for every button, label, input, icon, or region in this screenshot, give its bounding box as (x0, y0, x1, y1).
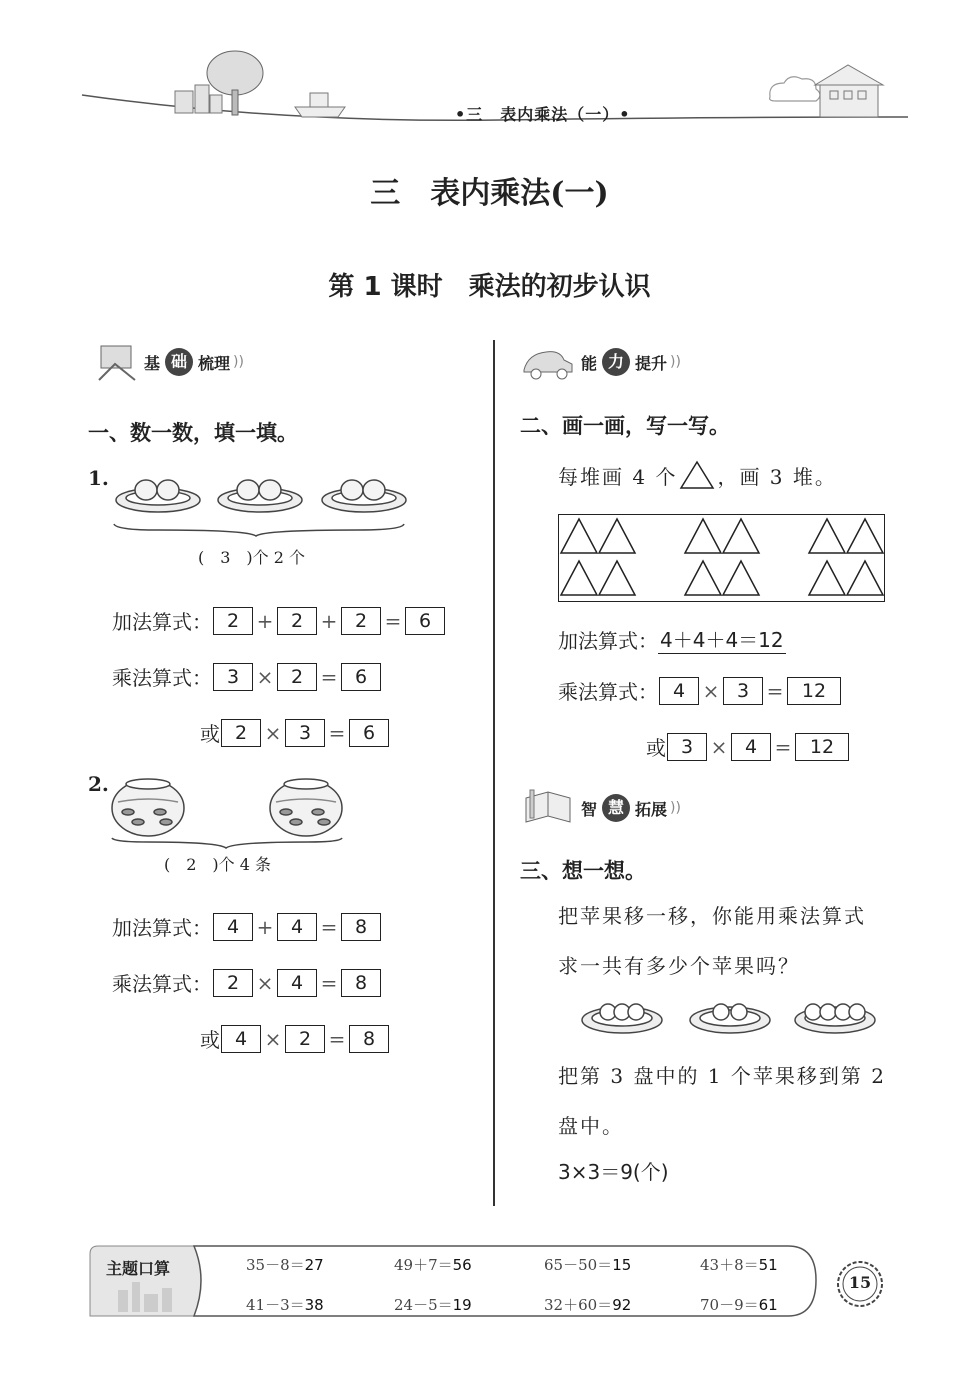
times-sign: × (256, 664, 274, 689)
slide-icon (95, 342, 141, 382)
calc-item: 49＋7＝56 (394, 1256, 472, 1274)
instruction-b: ，画 3 堆。 (717, 464, 837, 489)
answer-box[interactable]: 3 (667, 733, 707, 761)
triangle-icon (561, 561, 597, 595)
times-sign: × (710, 734, 728, 759)
boat-icon (295, 93, 345, 117)
times-sign: × (256, 970, 274, 995)
answer-box[interactable]: 4 (277, 913, 317, 941)
page-number: 15 (848, 1273, 872, 1292)
section2-title: 二、画一画，写一写。 (520, 414, 730, 438)
triangle-icon (685, 519, 721, 553)
badge-basic-a: 基 (141, 351, 163, 374)
q1-or-row (200, 718, 390, 747)
column-divider (493, 340, 495, 1206)
triangle-icon (809, 519, 845, 553)
running-header: •三 表内乘法（一）• (455, 105, 631, 124)
brace (114, 524, 404, 536)
triangle-icon (847, 519, 883, 553)
add-answer[interactable]: 4＋4＋4＝12 (658, 624, 786, 654)
equals-sign: = (320, 914, 338, 939)
q2-caption: ( 2 )个 4 条 (164, 855, 272, 874)
equals-sign: = (766, 678, 784, 703)
triangle-icon (723, 519, 759, 553)
apple-plate-icon (582, 1004, 662, 1033)
triangle-drawing-box[interactable] (558, 514, 885, 602)
triangle-icon (599, 519, 635, 553)
add-label: 加法算式： (112, 916, 212, 940)
chapter-title: 三 表内乘法(一) (370, 176, 609, 211)
instruction-a: 每堆画 4 个 (558, 464, 678, 489)
badge-wisdom-c: 拓展 (632, 797, 670, 820)
answer-box[interactable]: 8 (341, 969, 381, 997)
mul-label: 乘法算式： (112, 666, 212, 690)
fishbowl-icon (270, 779, 342, 836)
answer-box[interactable]: 12 (795, 733, 849, 761)
apple-plate-icon (690, 1004, 770, 1033)
section2-instruction (558, 460, 837, 490)
equals-sign: = (774, 734, 792, 759)
house-icon (815, 65, 883, 117)
bun-plate-icon (218, 480, 302, 512)
triangle-icon (723, 561, 759, 595)
equals-sign: = (320, 664, 338, 689)
calc-item: 65－50＝15 (544, 1256, 632, 1274)
cloud-icon (770, 77, 820, 101)
page-number-badge (834, 1258, 886, 1310)
q2-number: 2. (88, 772, 109, 796)
add-label: 加法算式： (558, 628, 658, 653)
calc-item: 35－8＝27 (246, 1256, 324, 1274)
section3-question-line2: 求一共有多少个苹果吗？ (558, 954, 800, 978)
q1-number: 1. (88, 466, 109, 490)
section3-title: 三、想一想。 (520, 859, 646, 883)
badge-wisdom-b: 慧 (602, 794, 630, 822)
answer-box[interactable]: 3 (723, 677, 763, 705)
badge-ability-b: 力 (602, 348, 630, 376)
buildings-icon (175, 85, 222, 113)
apple-plate-icon (795, 1004, 875, 1033)
answer-box[interactable]: 4 (731, 733, 771, 761)
badge-basic: 基 础 梳理 )) (95, 342, 244, 382)
answer-box[interactable]: 4 (659, 677, 699, 705)
times-sign: × (702, 678, 720, 703)
q1-add-row (112, 606, 446, 635)
mental-math-label: 主题口算 (106, 1259, 171, 1278)
car-icon (518, 342, 578, 382)
answer-box[interactable]: 6 (405, 607, 445, 635)
fish-bowls (108, 778, 348, 850)
answer-box[interactable]: 4 (221, 1025, 261, 1053)
badge-ability: 能 力 提升 )) (518, 342, 681, 382)
or-label: 或 (200, 722, 220, 746)
brace (112, 838, 342, 848)
apple-plates (580, 992, 880, 1042)
lesson-title: 第 1 课时 乘法的初步认识 (328, 272, 651, 302)
badge-basic-c: 梳理 (195, 351, 233, 374)
q2-add-row (112, 912, 382, 941)
section3-answer-line1: 把第 3 盘中的 1 个苹果移到第 2 (558, 1064, 886, 1088)
answer-box[interactable]: 2 (341, 607, 381, 635)
answer-box[interactable]: 8 (341, 913, 381, 941)
answer-box[interactable]: 2 (277, 663, 317, 691)
mental-math-bar (88, 1244, 818, 1318)
answer-box[interactable]: 3 (213, 663, 253, 691)
triangle-icon (599, 561, 635, 595)
answer-box[interactable]: 2 (277, 607, 317, 635)
times-sign: × (264, 720, 282, 745)
plates-with-buns (108, 468, 408, 538)
triangle-icon (685, 561, 721, 595)
answer-box[interactable]: 4 (277, 969, 317, 997)
or-label: 或 (200, 1028, 220, 1052)
plus-sign: + (256, 608, 274, 633)
triangle-icon (561, 519, 597, 553)
mul-label: 乘法算式： (558, 680, 658, 704)
q1-mul-row (112, 662, 382, 691)
book-icon (518, 788, 578, 828)
section3-answer-line2: 盘中。 (558, 1114, 624, 1138)
answer-box[interactable]: 3 (285, 719, 325, 747)
triangle-icon (847, 561, 883, 595)
triangle-icon (809, 561, 845, 595)
q1-caption: ( 3 )个 2 个 (198, 548, 306, 567)
badge-wisdom: 智 慧 拓展 )) (518, 788, 681, 828)
or-label: 或 (646, 736, 666, 760)
equals-sign: = (384, 608, 402, 633)
calc-item: 24－5＝19 (394, 1296, 472, 1314)
calc-item: 41－3＝38 (246, 1296, 324, 1314)
answer-box[interactable]: 12 (787, 677, 841, 705)
section3-question-line1: 把苹果移一移，你能用乘法算式 (558, 904, 866, 928)
q2-mul-row (112, 968, 382, 997)
equals-sign: = (328, 1026, 346, 1051)
calc-item: 43＋8＝51 (700, 1256, 778, 1274)
answer-box[interactable]: 6 (349, 719, 389, 747)
section2-or-row (646, 732, 850, 761)
triangle-icon (679, 460, 715, 490)
equals-sign: = (328, 720, 346, 745)
times-sign: × (264, 1026, 282, 1051)
badge-wisdom-a: 智 (578, 797, 600, 820)
badge-basic-b: 础 (165, 348, 193, 376)
add-label: 加法算式： (112, 610, 212, 634)
bun-plate-icon (322, 480, 406, 512)
answer-box[interactable]: 2 (285, 1025, 325, 1053)
triangle-groups (559, 515, 884, 601)
badge-ability-c: 提升 (632, 351, 670, 374)
bun-plate-icon (116, 480, 200, 512)
section3-answer-line3: 3×3＝9(个) (558, 1160, 669, 1184)
section2-mul-row (558, 676, 842, 705)
answer-box[interactable]: 6 (341, 663, 381, 691)
section2-add-row (558, 624, 786, 654)
section1-title: 一、数一数，填一填。 (88, 421, 298, 445)
plus-sign: + (256, 914, 274, 939)
calc-item: 70－9＝61 (700, 1296, 778, 1314)
answer-box[interactable]: 8 (349, 1025, 389, 1053)
mul-label: 乘法算式： (112, 972, 212, 996)
answer-box[interactable]: 2 (213, 969, 253, 997)
q2-or-row (200, 1024, 390, 1053)
plus-sign: + (320, 608, 338, 633)
equals-sign: = (320, 970, 338, 995)
answer-box[interactable]: 2 (213, 607, 253, 635)
answer-box[interactable]: 4 (213, 913, 253, 941)
badge-ability-a: 能 (578, 351, 600, 374)
calc-item: 32＋60＝92 (544, 1296, 632, 1314)
fishbowl-icon (112, 779, 184, 836)
answer-box[interactable]: 2 (221, 719, 261, 747)
